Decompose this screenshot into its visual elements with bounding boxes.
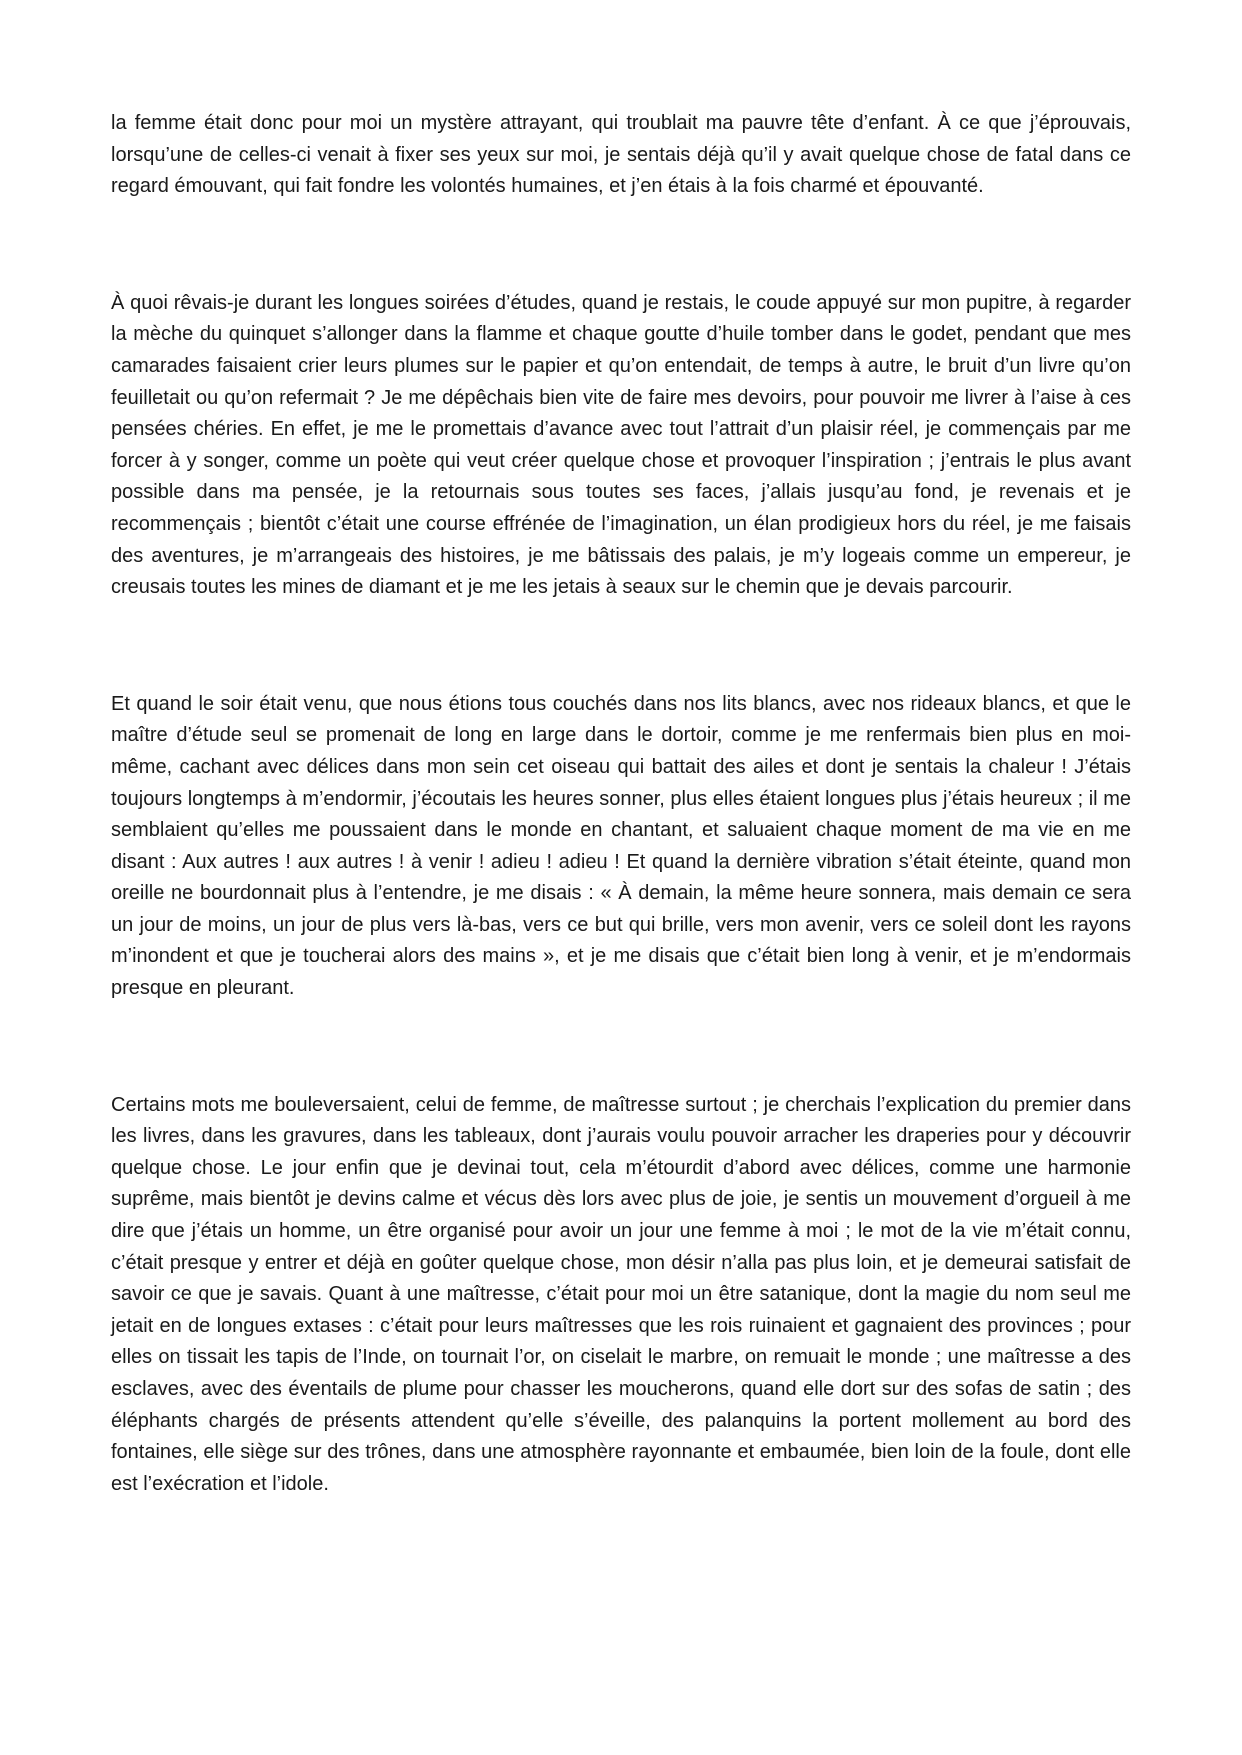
paragraph-1: la femme était donc pour moi un mystère attrayant, qui troublait ma pauvre tête d’enfant. À ce que j’éprouvais, lorsqu’une de celles-ci venait à fixer ses yeux sur moi, je sentais déjà qu’il y avait quelque chose de fatal dans ce regard émouvant, qui fait fondre les volontés humaines, et j’en étais à la fois charmé et épouvanté. bbox=[111, 112, 1131, 198]
paragraph-2: À quoi rêvais-je durant les longues soirées d’études, quand je restais, le coude appuyé sur mon pupitre, à regarder la mèche du quinquet s’allonger dans la flamme et chaque goutte d’huile tomber dans le godet, pendant que mes camarades faisaient crier leurs plumes sur le papier et qu’on entendait, de temps à autre, le bruit d’un livre qu’on feuilletait ou qu’on refermait ? Je me dépêchais bien vite de faire mes devoirs, pour pouvoir me livrer à l’aise à ces pensées chéries. En effet, je me le promettais d’avance avec tout l’attrait d’un plaisir réel, je commençais par me forcer à y songer, comme un poète qui veut créer quelque chose et provoquer l’inspiration ; j’entrais le plus avant possible dans ma pensée, je la retournais sous toutes ses faces, j’allais jusqu’au fond, je revenais et je recommençais ; bientôt c’était une course effrénée de l’imagination, un élan prodigieux hors du réel, je me faisais des aventures, je m’arrangeais des histoires, je me bâtissais des palais, je m’y logeais comme un empereur, je creusais toutes les mines de diamant et je me les jetais à seaux sur le chemin que je devais parcourir. bbox=[111, 291, 1131, 599]
paragraph-4: Certains mots me bouleversaient, celui de femme, de maîtresse surtout ; je cherchais l’explication du premier dans les livres, dans les gravures, dans les tableaux, dont j’aurais voulu pouvoir arracher les draperies pour y découvrir quelque chose. Le jour enfin que je devinai tout, cela m’étourdit d’abord avec délices, comme une harmonie suprême, mais bientôt je devins calme et vécus dès lors avec plus de joie, je sentis un mouvement d’orgueil à me dire que j’étais un homme, un être organisé pour avoir un jour une femme à moi ; le mot de la vie m’était connu, c’était presque y entrer et déjà en goûter quelque chose, mon désir n’alla pas plus loin, et je demeurai satisfait de savoir ce que je savais. Quant à une maîtresse, c’était pour moi un être satanique, dont la magie du nom seul me jetait en de longues extases : c’était pour leurs maîtresses que les rois ruinaient et gagnaient des provinces ; pour elles on tissait les tapis de l’Inde, on tournait l’or, on ciselait le marbre, on remuait le monde ; une maîtresse a des esclaves, avec des éventails de plume pour chasser les moucherons, quand elle dort sur des sofas de satin ; des éléphants chargés de présents attendent qu’elle s’éveille, des palanquins la portent mollement au bord des fontaines, elle siège sur des trônes, dans une atmosphère rayonnante et embaumée, bien loin de la foule, dont elle est l’exécration et l’idole. bbox=[111, 1093, 1131, 1495]
paragraph-3: Et quand le soir était venu, que nous étions tous couchés dans nos lits blancs, avec nos rideaux blancs, et que le maître d’étude seul se promenait de long en large dans le dortoir, comme je me renfermais bien plus en moi-même, cachant avec délices dans mon sein cet oiseau qui battait des ailes et dont je sentais la chaleur ! J’étais toujours longtemps à m’endormir, j’écoutais les heures sonner, plus elles étaient longues plus j’étais heureux ; il me semblaient qu’elles me poussaient dans le monde en chantant, et saluaient chaque moment de ma vie en me disant : Aux autres ! aux autres ! à venir ! adieu ! adieu ! Et quand la dernière vibration s’était éteinte, quand mon oreille ne bourdonnait plus à l’entendre, je me disais : « À demain, la même heure sonnera, mais demain ce sera un jour de moins, un jour de plus vers là-bas, vers ce but qui brille, vers mon avenir, vers ce soleil dont les rayons m’inondent et que je toucherai alors des mains », et je me disais que c’était bien long à venir, et je m’endormais presque en pleurant. bbox=[111, 692, 1131, 1000]
document-page bbox=[111, 108, 1131, 1500]
